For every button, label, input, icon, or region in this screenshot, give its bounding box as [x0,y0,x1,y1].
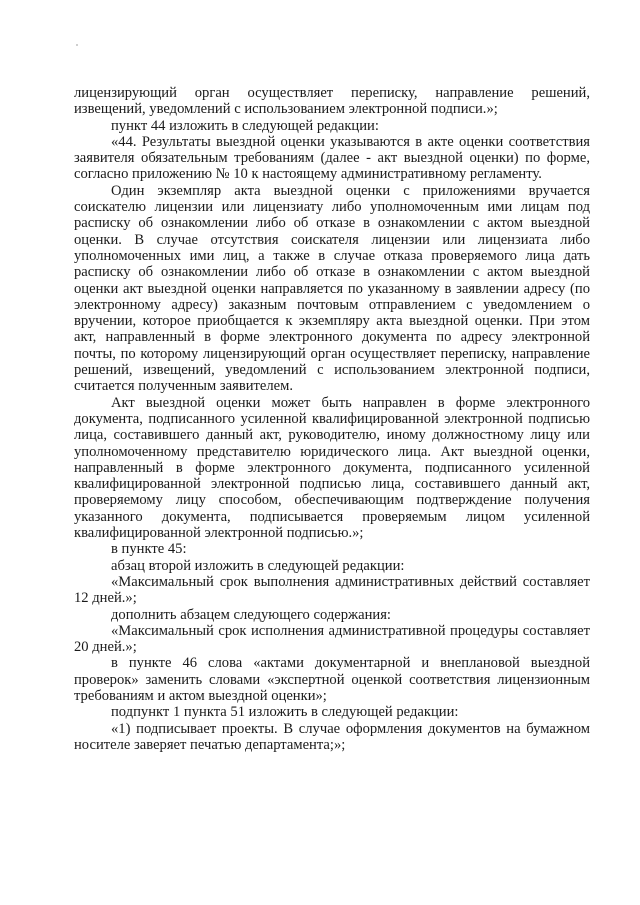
document-page [74,85,590,753]
paragraph-second-abzac-instruction: абзац второй изложить в следующей редакции: [111,557,405,574]
paragraph-point-44-text: «44. Результаты выездной оценки указываются в акте оценки соответствия заявителя обязательным требованиям (далее - акт выездной оценки) по форме, согласно приложению № 10 к настоящему административному регламенту. [74,133,590,183]
paragraph-point-44-instruction: пункт 44 изложить в следующей редакции: [111,117,379,134]
scan-artifact [76,44,78,46]
paragraph-point-51-instruction: подпункт 1 пункта 51 изложить в следующей редакции: [111,704,459,721]
paragraph-add-abzac-instruction: дополнить абзацем следующего содержания: [111,606,391,623]
paragraph-act-electronic: Акт выездной оценки может быть направлен в форме электронного документа, подписанного усиленной квалифицированной электронной подписью лица, составившего данный акт, руководителю, иному должностному лицу или уполномоченному представителю юридического лица. Акт выездной оценки, направленный в форме электронного документа, подписанного усиленной квалифицированной электронной подписью лица, составившего данный акт, проверяемому лицу способом, обеспечивающим подтверждение получения указанного документа, подписывается проверяемым лицом усиленной квалифицированной электронной подписью.»; [74,394,590,542]
paragraph-max-term-actions: «Максимальный срок выполнения административных действий составляет 12 дней.»; [74,573,590,607]
paragraph-point-51-subpoint-1: «1) подписывает проекты. В случае оформления документов на бумажном носителе заверяет печатью департамента;»; [74,720,590,753]
paragraph-act-delivery: Один экземпляр акта выездной оценки с приложениями вручается соискателю лицензии или лицензиату либо уполномоченным ими лицам под расписку об ознакомлении либо об отказе в ознакомлении с актом выездной оценки. В случае отсутствия соискателя лицензии или лицензиата либо уполномоченных ими лиц, а также в случае отказа проверяемого лица дать расписку об ознакомлении либо об отказе в ознакомлении с актом выездной оценки акт выездной оценки направляется по указанному в заявлении адресу (по электронному адресу) заказным почтовым отправлением с уведомлением о вручении, которое приобщается к экземпляру акта выездной оценки. При этом акт, направленный в форме электронного документа по адресу электронной почты, по которому лицензирующий орган осуществляет переписку, направление решений, извещений, уведомлений с использованием электронной подписи, считается полученным заявителем. [74,182,590,395]
paragraph-point-46: в пункте 46 слова «актами документарной и внеплановой выездной проверок» заменить словами «экспертной оценкой соответствия лицензионным требованиям и актом выездной оценки»; [74,655,590,704]
paragraph-point-45: в пункте 45: [111,541,187,558]
paragraph-continuation: лицензирующий орган осуществляет переписку, направление решений, извещений, уведомлений с использованием электронной подписи.»; [74,85,590,118]
paragraph-max-term-procedure: «Максимальный срок исполнения административной процедуры составляет 20 дней.»; [74,622,590,656]
